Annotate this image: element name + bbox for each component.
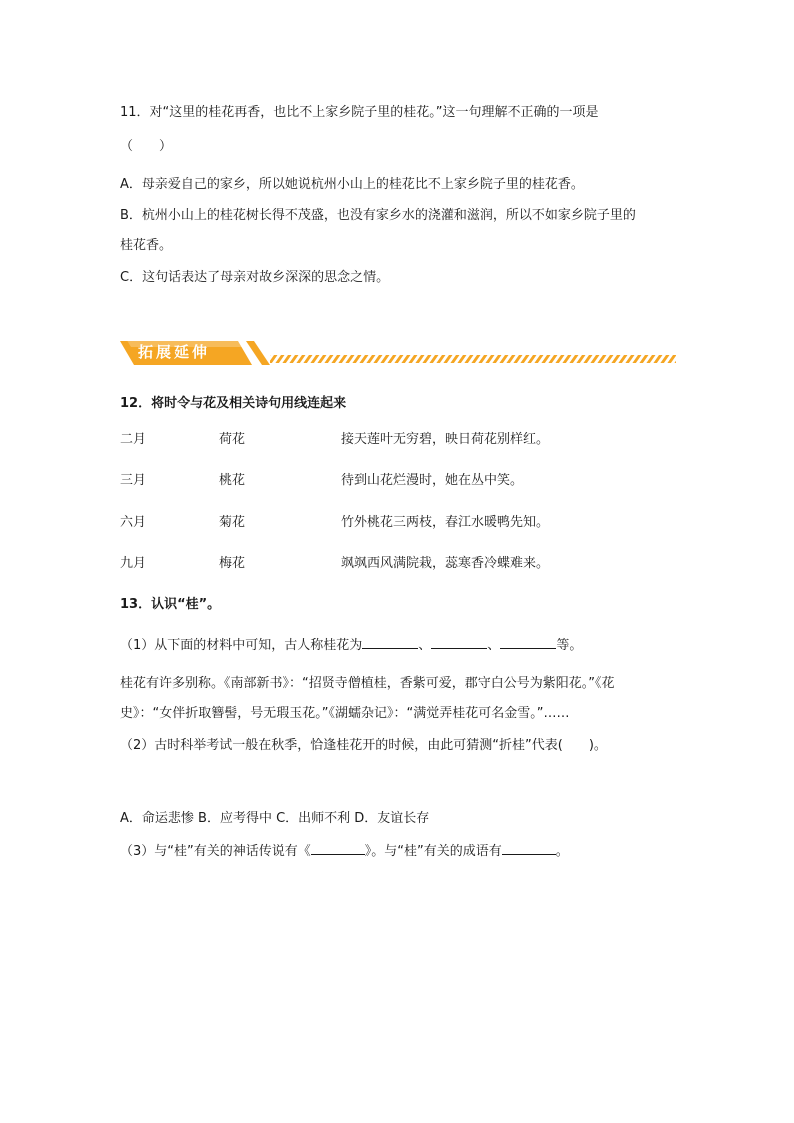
q12-poem: 飒飒西风满院栽，蕊寒香冷蝶难来。 [341, 556, 550, 571]
q13-sub3-suffix: 。 [555, 844, 569, 859]
fill-blank[interactable] [500, 636, 556, 649]
q13-sub1 [120, 636, 582, 655]
q11-option-b-cont: 桂花香。 [120, 238, 173, 253]
q12-flower: 荷花 [219, 432, 246, 447]
q13-sub1-suffix: 等。 [556, 638, 583, 653]
q11-stem: 11．对“这里的桂花再香，也比不上家乡院子里的桂花。”这一句理解不正确的一项是 [120, 105, 599, 120]
q12-month: 三月 [120, 473, 147, 488]
q13-sub2-options: A．命运悲惨 B．应考得中 C．出师不利 D．友谊长存 [120, 811, 430, 826]
q13-sub3-prefix: （3）与“桂”有关的神话传说有《 [120, 844, 311, 859]
q13-sub2: （2）古时科举考试一般在秋季，恰逢桂花开的时候，由此可猜测“折桂”代表( )。 [120, 738, 607, 753]
q11-option-a: A．母亲爱自己的家乡，所以她说杭州小山上的桂花比不上家乡院子里的桂花香。 [120, 177, 584, 192]
q13-title: 13．认识“桂”。 [120, 597, 221, 612]
q12-month: 六月 [120, 515, 147, 530]
q12-title: 12．将时令与花及相关诗句用线连起来 [120, 396, 347, 411]
separator: 、 [418, 638, 432, 653]
q13-sub1-prefix: （1）从下面的材料中可知，古人称桂花为 [120, 638, 363, 653]
q13-material: 桂花有许多别称。《南部新书》：“招贤寺僧植桂，香紫可爱，郡守白公号为紫阳花。”《花 [120, 676, 615, 691]
q12-flower: 菊花 [219, 515, 246, 530]
q12-poem: 待到山花烂漫时，她在丛中笑。 [341, 473, 524, 488]
q12-poem: 竹外桃花三两枝，春江水暖鸭先知。 [341, 515, 550, 530]
q13-material-cont: 史》：“女伴折取簪髻，号无瑕玉花。”《湖蠕杂记》：“满觉弄桂花可名金雪。”…… [120, 706, 570, 721]
fill-blank[interactable] [362, 636, 418, 649]
q12-poem: 接天莲叶无穷碧，映日荷花别样红。 [341, 432, 550, 447]
q12-month: 九月 [120, 556, 147, 571]
q13-sub3-mid: 》。与“桂”有关的成语有 [364, 844, 502, 859]
section-banner [120, 335, 676, 369]
q12-flower: 桃花 [219, 473, 246, 488]
q11-option-b: B．杭州小山上的桂花树长得不茂盛，也没有家乡水的浇灌和滋润，所以不如家乡院子里的 [120, 208, 636, 223]
fill-blank[interactable] [502, 842, 556, 855]
q11-answer-paren: （ ） [120, 139, 173, 154]
section-title: 拓展延伸 [138, 343, 211, 361]
q12-flower: 梅花 [219, 556, 246, 571]
fill-blank[interactable] [431, 636, 487, 649]
q12-month: 二月 [120, 432, 147, 447]
separator: 、 [487, 638, 501, 653]
fill-blank[interactable] [311, 842, 365, 855]
q11-option-c: C．这句话表达了母亲对故乡深深的思念之情。 [120, 270, 390, 285]
q13-sub3 [120, 842, 569, 861]
